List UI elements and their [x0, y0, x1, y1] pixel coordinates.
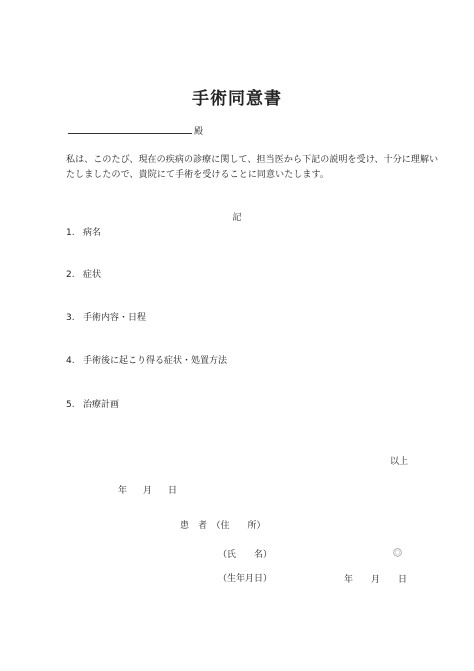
birth-day-label: 日	[398, 575, 408, 585]
list-item-postoperative	[66, 353, 227, 366]
item-label: 治療計画	[83, 400, 120, 410]
intro-text-line-1: 私は、このたび、現在の疾病の診療に関して、担当医から下記の説明を受け、十分に理解い	[66, 155, 439, 165]
item-label: 症状	[83, 270, 102, 280]
closing-text: 以上	[390, 457, 409, 467]
patient-name-label: （氏 名）	[218, 550, 273, 560]
consent-date	[118, 483, 177, 496]
ki-heading: 記	[232, 213, 242, 223]
item-label: 手術後に起こり得る症状・処置方法	[83, 356, 228, 366]
birthdate-label: （生年月日）	[218, 574, 273, 584]
birth-month-label: 月	[371, 575, 381, 585]
date-month-label: 月	[143, 486, 153, 496]
list-item-disease	[66, 225, 101, 238]
item-number: 3.	[66, 313, 75, 323]
intro-text-line-2: たしましたので、貴院にて手術を受けることに同意いたします。	[66, 170, 330, 180]
item-label: 病名	[83, 228, 102, 238]
birthdate-fields	[344, 572, 407, 585]
item-number: 5.	[66, 400, 75, 410]
item-number: 2.	[66, 270, 75, 280]
addressee-blank-line	[68, 133, 192, 134]
item-label: 手術内容・日程	[83, 313, 147, 323]
list-item-surgery-details	[66, 310, 146, 323]
list-item-treatment-plan	[66, 397, 119, 410]
list-item-symptoms	[66, 267, 101, 280]
date-day-label: 日	[168, 486, 178, 496]
document-title: 手術同意書	[192, 89, 282, 109]
birth-year-label: 年	[344, 575, 354, 585]
seal-circle-icon	[393, 548, 402, 557]
patient-address-label: 患 者 （住 所）	[180, 521, 266, 531]
item-number: 1.	[66, 228, 75, 238]
date-year-label: 年	[118, 486, 128, 496]
addressee-suffix: 殿	[194, 127, 204, 137]
item-number: 4.	[66, 356, 75, 366]
